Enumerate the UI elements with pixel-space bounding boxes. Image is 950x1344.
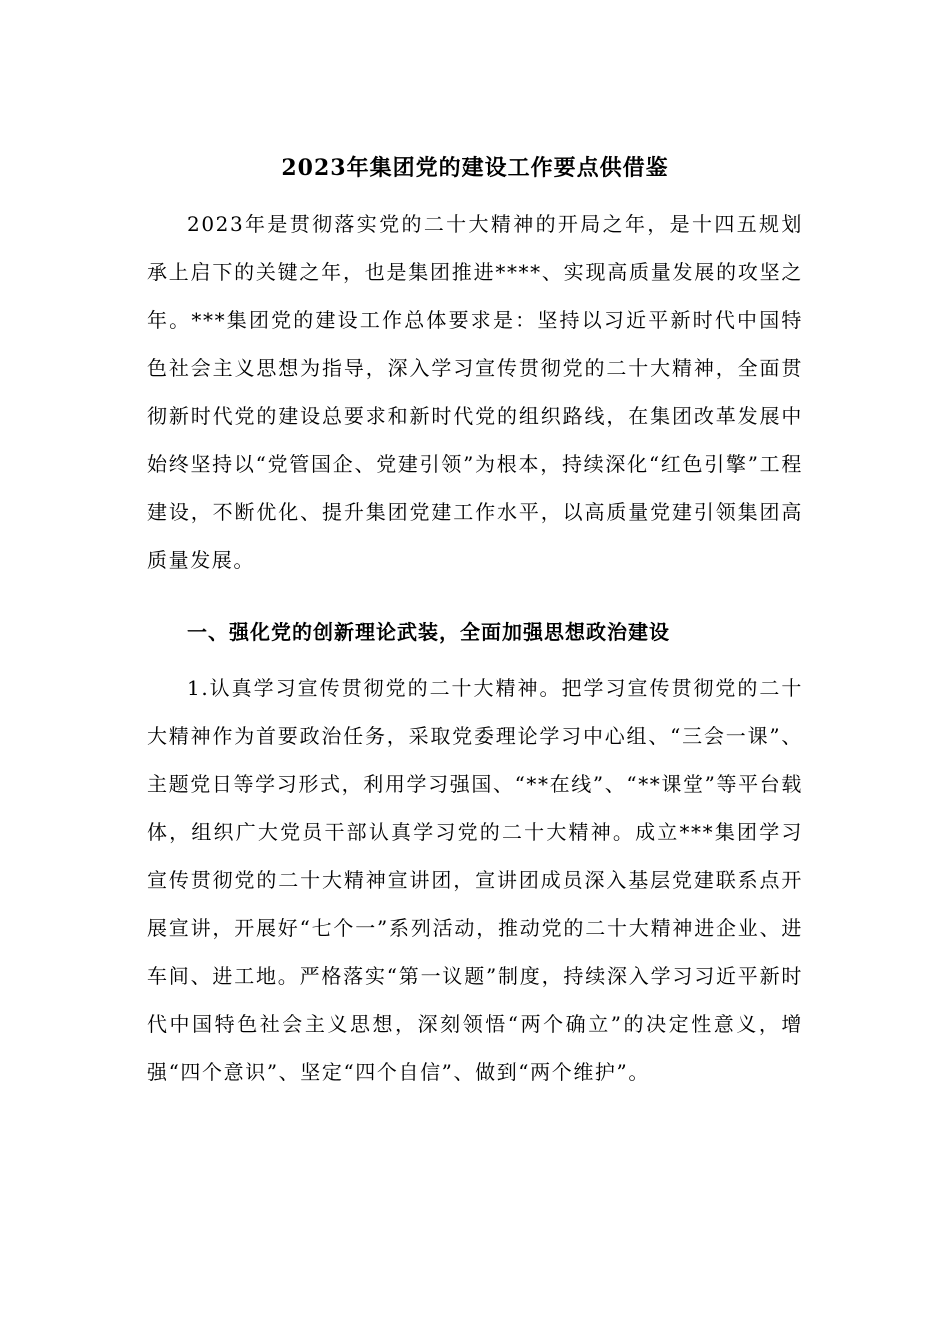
intro-paragraph: 2023年是贯彻落实党的二十大精神的开局之年，是十四五规划承上启下的关键之年，也是集团推进****、实现高质量发展的攻坚之年。***集团党的建设工作总体要求是：坚持以习近平新时代中国特色社会主义思想为指导，深入学习宣传贯彻党的二十大精神，全面贯彻新时代党的建设总要求和新时代党的组织路线，在集团改革发展中始终坚持以“党管国企、党建引领”为根本，持续深化“红色引擎”工程建设，不断优化、提升集团党建工作水平，以高质量党建引领集团高质量发展。	[147, 212, 803, 572]
document-title: 2023年集团党的建设工作要点供借鉴	[281, 155, 669, 181]
item-paragraph: 1.认真学习宣传贯彻党的二十大精神。把学习宣传贯彻党的二十大精神作为首要政治任务，采取党委理论学习中心组、“三会一课”、主题党日等学习形式，利用学习强国、“**在线”、“**课堂”等平台载体，组织广大党员干部认真学习党的二十大精神。成立***集团学习宣传贯彻党的二十大精神宣讲团，宣讲团成员深入基层党建联系点开展宣讲，开展好“七个一”系列活动，推动党的二十大精神进企业、进车间、进工地。严格落实“第一议题”制度，持续深入学习习近平新时代中国特色社会主义思想，深刻领悟“两个确立”的决定性意义，增强“四个意识”、坚定“四个自信”、做到“两个维护”。	[147, 676, 803, 1084]
section-heading: 一、强化党的创新理论武装，全面加强思想政治建设	[187, 620, 670, 644]
